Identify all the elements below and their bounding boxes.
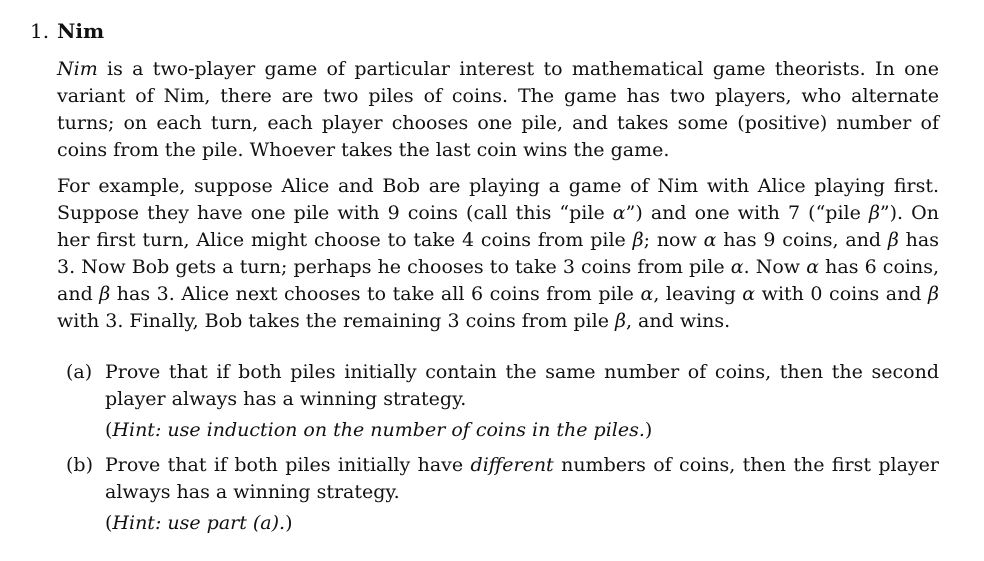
math-alpha: α bbox=[742, 283, 756, 305]
part-a-label: (a) bbox=[66, 361, 93, 383]
part-b-hint bbox=[105, 510, 939, 537]
intro-paragraph bbox=[57, 56, 939, 164]
hint-open-paren: ( bbox=[105, 419, 113, 441]
part-b-label: (b) bbox=[66, 454, 93, 476]
part-a-text: Prove that if both piles initially contain the same number of coins, then the second player always has a winning strategy. bbox=[105, 361, 939, 410]
example-text-13: , and wins. bbox=[625, 310, 731, 332]
part-b bbox=[66, 452, 939, 547]
math-beta: β bbox=[887, 229, 899, 251]
part-b-hint-text: Hint: use part (a). bbox=[112, 512, 286, 534]
example-text-10: , leaving bbox=[653, 283, 743, 305]
part-b-text-post: numbers of coins, then the first player always has a winning strategy. bbox=[105, 454, 939, 503]
part-b-text-pre: Prove that if both piles initially have bbox=[105, 454, 471, 476]
part-a-body bbox=[105, 359, 939, 444]
example-paragraph bbox=[57, 173, 939, 335]
example-text-4: ; now bbox=[643, 229, 704, 251]
math-beta: β bbox=[928, 283, 939, 305]
part-a-hint-text: Hint: use induction on the number of coins in the piles. bbox=[112, 419, 645, 441]
math-alpha: α bbox=[612, 202, 626, 224]
example-text-5: has 9 coins, and bbox=[716, 229, 888, 251]
math-beta: β bbox=[99, 283, 111, 305]
example-text-6: has 3. Now Bob gets a turn; perhaps he chooses to take 3 coins from pile bbox=[57, 229, 939, 278]
math-alpha: α bbox=[703, 229, 717, 251]
math-beta: β bbox=[868, 202, 880, 224]
example-text-2: ”) and one with 7 (“pile bbox=[625, 202, 869, 224]
math-alpha: α bbox=[806, 256, 820, 278]
example-text-3: ”). On her first turn, Alice might choose to take 4 coins from pile bbox=[57, 202, 939, 251]
example-text-8: has 6 coins, and bbox=[57, 256, 939, 305]
example-text-12: with 3. Finally, Bob takes the remaining 3 coins from pile bbox=[57, 310, 615, 332]
hint-open-paren: ( bbox=[105, 512, 113, 534]
math-alpha: α bbox=[640, 283, 654, 305]
intro-text: is a two-player game of particular interest to mathematical game theorists. In one variant of Nim, there are two piles of coins. The game has two players, who alternate turns; on each turn, each player chooses one pile, and takes some (positive) number of coins from the pile. Whoever takes the last coin wins the game. bbox=[57, 58, 939, 161]
math-alpha: α bbox=[730, 256, 744, 278]
hint-close-paren: ) bbox=[644, 419, 653, 441]
math-beta: β bbox=[614, 310, 626, 332]
different-emphasis: different bbox=[470, 454, 554, 476]
example-text-9: has 3. Alice next chooses to take all 6 coins from pile bbox=[110, 283, 641, 305]
part-b-body bbox=[105, 452, 939, 537]
example-text-11: with 0 coins and bbox=[755, 283, 929, 305]
problem-number: 1. bbox=[30, 19, 50, 43]
problem-title: Nim bbox=[57, 19, 105, 43]
part-a-hint bbox=[105, 417, 939, 444]
example-text-7: . Now bbox=[743, 256, 807, 278]
example-text-1: For example, suppose Alice and Bob are playing a game of Nim with Alice playing first. Suppose they have one pile with 9 coins (call this “pile bbox=[57, 175, 939, 224]
part-a bbox=[66, 359, 939, 449]
nim-emphasis: Nim bbox=[57, 58, 98, 80]
problem-heading bbox=[30, 18, 104, 44]
math-beta: β bbox=[632, 229, 644, 251]
hint-close-paren: ) bbox=[285, 512, 293, 534]
